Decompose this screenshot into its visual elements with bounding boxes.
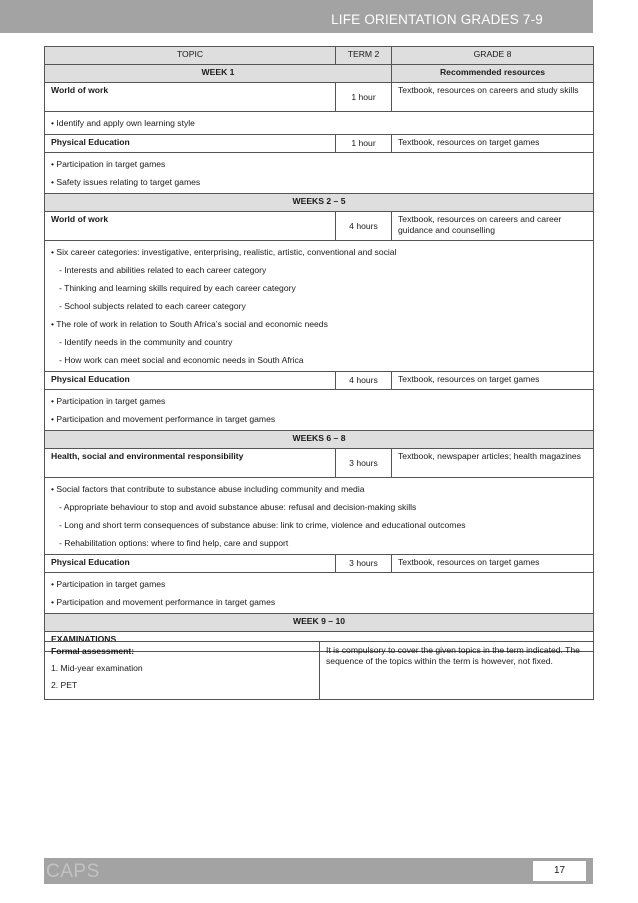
content-row [45, 390, 594, 431]
week-1-row [45, 65, 594, 83]
list-item: - Thinking and learning skills required by each career category [59, 283, 296, 293]
list-item: - Rehabilitation options: where to find help, care and support [59, 538, 289, 548]
page-number: 17 [533, 861, 586, 881]
topic-duration: 4 hours [336, 372, 392, 390]
topic-title: Physical Education [45, 555, 336, 573]
topic-title: World of work [45, 212, 336, 241]
content-list [45, 478, 594, 555]
list-item: • Six career categories: investigative, enterprising, realistic, artistic, conventional and social [51, 247, 397, 257]
header-topic: TOPIC [45, 47, 336, 65]
topic-row [45, 372, 594, 390]
examinations-title: EXAMINATIONS [45, 632, 594, 652]
content-row [45, 153, 594, 194]
content-row [45, 573, 594, 614]
content-row [45, 241, 594, 372]
content-row [45, 478, 594, 555]
topic-title: Physical Education [45, 372, 336, 390]
list-item: - School subjects related to each career category [59, 301, 246, 311]
formal-assessment-cell [45, 642, 320, 700]
list-item: - Interests and abilities related to each career category [59, 265, 267, 275]
topic-resources: Textbook, resources on target games [392, 135, 594, 153]
assessment-note: It is compulsory to cover the given topics in the term indicated. The sequence of the topics within the term is however, not fixed. [326, 645, 580, 666]
topic-row [45, 449, 594, 478]
resources-header: Recommended resources [392, 65, 594, 83]
assessment-note-cell [320, 642, 594, 700]
list-item: • Participation and movement performance in target games [51, 597, 276, 607]
list-item: • The role of work in relation to South Africa’s social and economic needs [51, 319, 328, 329]
assessment-item: 1. Mid-year examination [51, 663, 143, 673]
weeks-9-10-label: WEEK 9 – 10 [45, 614, 594, 632]
topic-duration: 3 hours [336, 449, 392, 478]
weeks-6-8-label: WEEKS 6 – 8 [45, 431, 594, 449]
list-item: • Safety issues relating to target games [51, 177, 201, 187]
topic-resources: Textbook, newspaper articles; health magazines [392, 449, 594, 478]
list-item: • Participation in target games [51, 159, 166, 169]
week-1-label: WEEK 1 [45, 65, 392, 83]
list-item: - How work can meet social and economic needs in South Africa [59, 355, 304, 365]
list-item: • Social factors that contribute to substance abuse including community and media [51, 484, 365, 494]
topic-row [45, 555, 594, 573]
content-row [45, 112, 594, 135]
content-list [45, 390, 594, 431]
list-item: - Appropriate behaviour to stop and avoid substance abuse: refusal and decision-making skills [59, 502, 417, 512]
weeks-2-5-row [45, 194, 594, 212]
list-item: - Long and short term consequences of substance abuse: link to crime, violence and educational outcomes [59, 520, 466, 530]
weeks-6-8-row [45, 431, 594, 449]
topic-resources: Textbook, resources on target games [392, 372, 594, 390]
topic-row [45, 212, 594, 241]
assessment-item: 2. PET [51, 680, 78, 690]
formal-assessment-title: Formal assessment: [51, 646, 135, 656]
topic-title: Health, social and environmental responsibility [45, 449, 336, 478]
topic-duration: 1 hour [336, 83, 392, 112]
footer-band [44, 858, 593, 884]
topic-duration: 1 hour [336, 135, 392, 153]
topic-resources: Textbook, resources on careers and career guidance and counselling [392, 212, 594, 241]
topic-duration: 4 hours [336, 212, 392, 241]
list-item: • Participation and movement performance in target games [51, 414, 276, 424]
content-list [45, 241, 594, 372]
header-grade: GRADE 8 [392, 47, 594, 65]
list-item: • Identify and apply own learning style [51, 118, 195, 128]
table-header-row [45, 47, 594, 65]
list-item: - Identify needs in the community and country [59, 337, 233, 347]
topic-row [45, 83, 594, 112]
content-list [45, 573, 594, 614]
topic-resources: Textbook, resources on target games [392, 555, 594, 573]
header-band [0, 0, 593, 33]
weeks-9-10-row [45, 614, 594, 632]
term-plan-table [44, 46, 594, 652]
topic-duration: 3 hours [336, 555, 392, 573]
topic-row [45, 135, 594, 153]
footer-caps-label: CAPS [46, 861, 100, 882]
list-item: • Participation in target games [51, 579, 166, 589]
content-list [45, 153, 594, 194]
document-title: LIFE ORIENTATION GRADES 7-9 [331, 12, 543, 27]
weeks-2-5-label: WEEKS 2 – 5 [45, 194, 594, 212]
topic-title: Physical Education [45, 135, 336, 153]
content-list [45, 112, 594, 135]
topic-resources: Textbook, resources on careers and study skills [392, 83, 594, 112]
assessment-row [45, 642, 594, 700]
header-term: TERM 2 [336, 47, 392, 65]
list-item: • Participation in target games [51, 396, 166, 406]
assessment-table [44, 641, 594, 700]
topic-title: World of work [45, 83, 336, 112]
